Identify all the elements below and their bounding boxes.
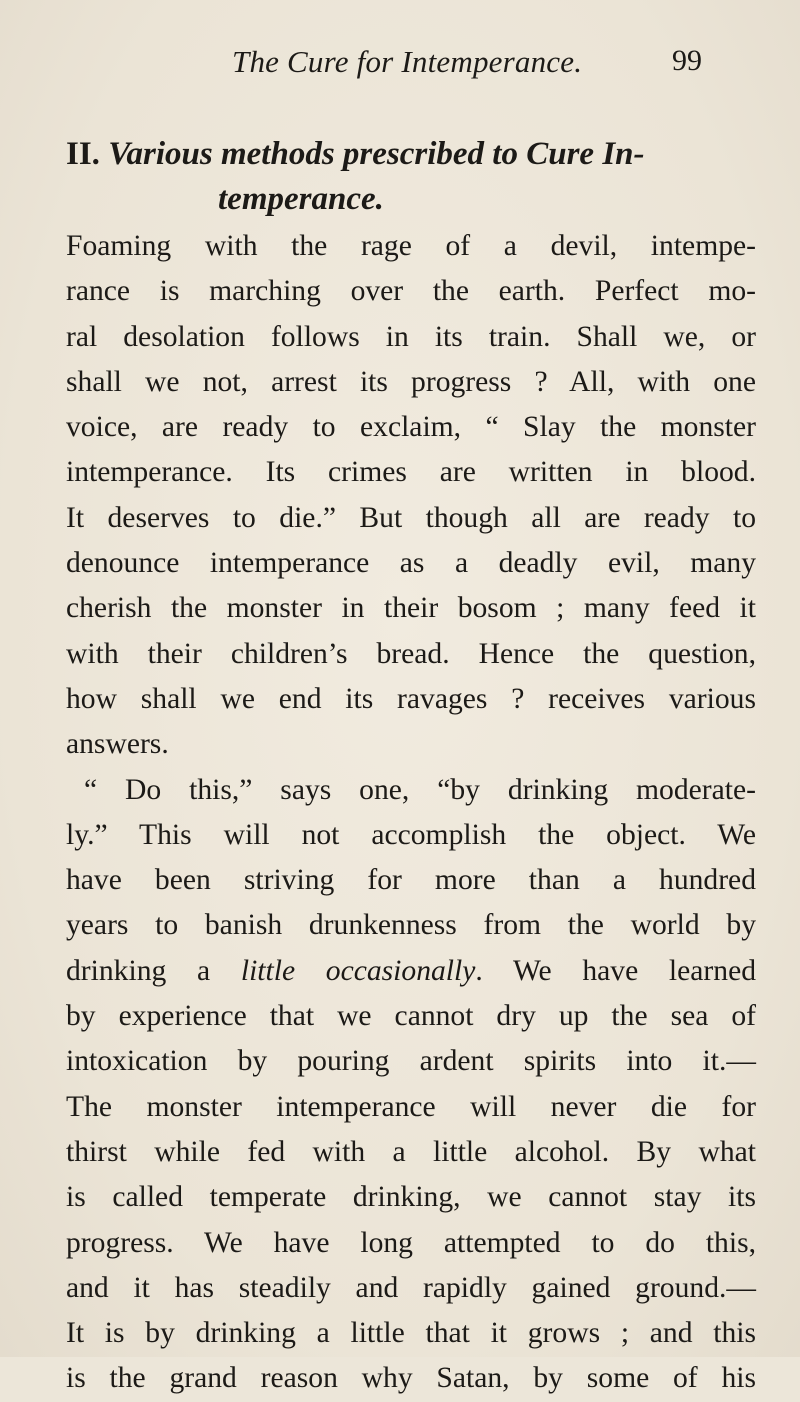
text-line: The monster intemperance will never die for	[66, 1090, 756, 1123]
heading-line-2: temperance.	[218, 181, 384, 217]
text-line: have been striving for more than a hundred	[66, 864, 756, 897]
text-line: “ Do this,” says one, “by drinking moderate-	[84, 773, 756, 806]
text-line: with their children’s bread. Hence the question,	[66, 637, 756, 670]
section-heading	[66, 132, 746, 222]
text-line: intoxication by pouring ardent spirits into it.—	[66, 1045, 756, 1078]
text-line: rance is marching over the earth. Perfect mo-	[66, 275, 756, 308]
text-segment: drinking a	[66, 954, 241, 987]
running-title: The Cure for Intemperance.	[232, 44, 583, 79]
text-line: is called temperate drinking, we cannot stay its	[66, 1181, 756, 1214]
text-line: answers.	[66, 728, 169, 761]
text-line: voice, are ready to exclaim, “ Slay the monster	[66, 411, 756, 444]
text-line: by experience that we cannot dry up the sea of	[66, 1000, 756, 1033]
text-line: It deserves to die.” But though all are ready to	[66, 501, 756, 534]
text-line: shall we not, arrest its progress ? All, with one	[66, 365, 756, 398]
section-numeral: II.	[66, 136, 100, 172]
text-line: years to banish drunkenness from the world by	[66, 909, 756, 942]
text-line: thirst while fed with a little alcohol. By what	[66, 1135, 756, 1168]
text-line: ral desolation follows in its train. Shall we, or	[66, 320, 756, 353]
text-line: It is by drinking a little that it grows ; and this	[66, 1317, 756, 1350]
text-line: and it has steadily and rapidly gained ground.—	[66, 1271, 756, 1304]
text-line: intemperance. Its crimes are written in blood.	[66, 456, 756, 489]
emphasis-text: little occasionally	[240, 954, 476, 987]
text-segment: . We have learned	[475, 954, 757, 987]
running-head	[0, 44, 800, 84]
text-line: cherish the monster in their bosom ; many feed it	[66, 592, 756, 625]
text-line: denounce intemperance as a deadly evil, many	[66, 547, 756, 580]
text-line-with-emphasis	[66, 949, 756, 994]
text-line: Foaming with the rage of a devil, intempe-	[66, 230, 756, 262]
page-number: 99	[672, 44, 702, 77]
body-text	[66, 224, 756, 1402]
heading-text-1: Various methods prescribed to Cure In-	[108, 136, 645, 172]
heading-line-1	[66, 132, 746, 177]
text-line: progress. We have long attempted to do this,	[66, 1226, 756, 1259]
text-line: how shall we end its ravages ? receives various	[66, 682, 756, 715]
text-line: ly.” This will not accomplish the object. We	[66, 818, 756, 851]
text-line: is the grand reason why Satan, by some of his	[66, 1362, 756, 1395]
